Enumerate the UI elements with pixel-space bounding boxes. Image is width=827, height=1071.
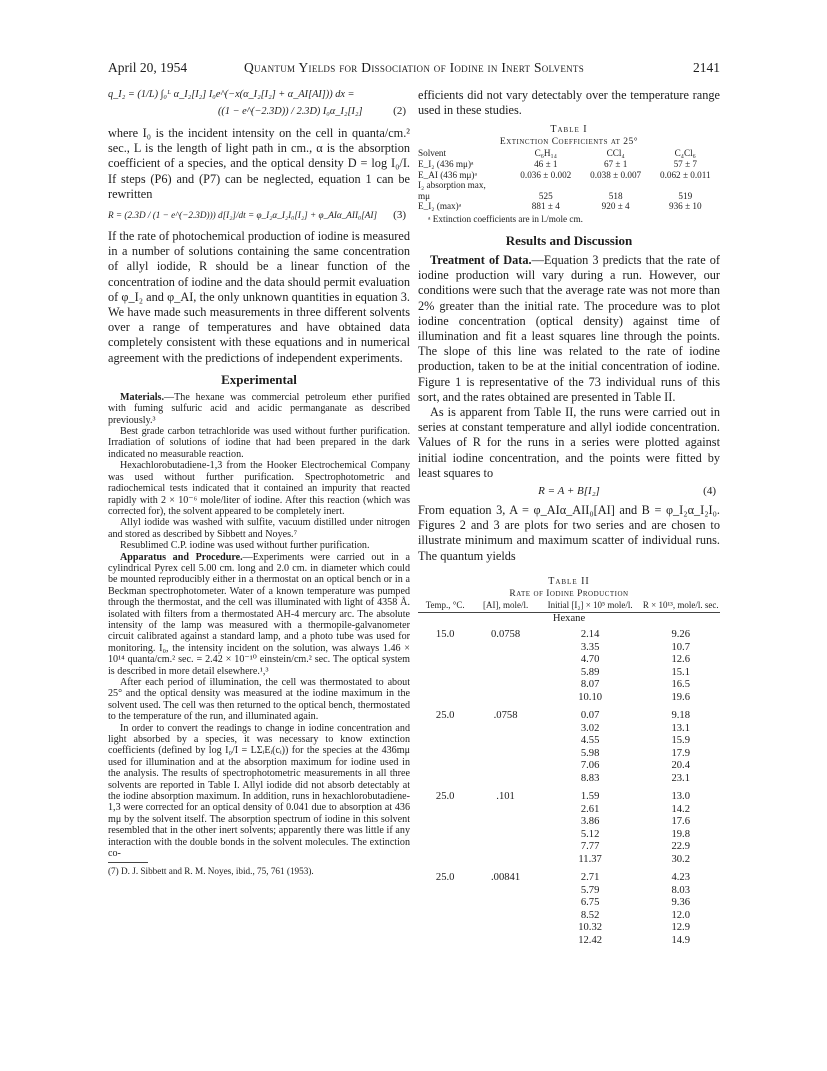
paragraph-intensity: where I₀ is the incident intensity on the cell in quanta/cm.² sec., L is the length of light path in cm., α is the absorption coefficient of a species, and the optical density D = log I₀/I. If steps (P6) and (P7) can be neglected, equation 1 can be rewritten: [108, 126, 410, 201]
table-1-cell: I₂ absorption max,: [418, 180, 486, 191]
table-2-iodine-cell: 3.35: [580, 641, 600, 653]
table-2-ai-cell: [472, 922, 538, 935]
equation-4-text: R = A + B[I₂]: [538, 485, 600, 498]
table-1-cell: E_I₂ (436 mμ)ᵃ: [418, 159, 474, 169]
table-2-temp-cell: 25.0: [435, 710, 455, 722]
equation-4: [418, 484, 720, 500]
table-2-row: [418, 885, 720, 898]
table-2-temp-cell: [418, 922, 472, 935]
table-2-temp-cell: [418, 804, 472, 817]
treatment-text: —Equation 3 predicts that the rate of iodine production will vary during a run. However, our conditions were such that the average rate was not more than 2% greater than the initial rate. The procedure was to plot iodine concentration (optical density) against time of illumination and fit a least squares line through the points. The slope of this line was related to the rate of iodine production, taken to be at the initial concentration of iodine. Figure 1 is representative of the 73 individual runs of this sort, and the rates obtained are presented in Table II.: [418, 252, 720, 404]
table-2-section-row: [418, 613, 720, 630]
table-2-rate-cell: 16.5: [671, 679, 690, 691]
table-2-row: [418, 804, 720, 817]
table-1-header-cell: CCl₄: [606, 148, 625, 159]
table-2-ai-cell: [472, 692, 538, 705]
table-2-temp-cell: [418, 910, 472, 923]
table-2-rate-cell: 17.6: [671, 816, 690, 828]
table-2-rate-cell: 19.6: [671, 691, 690, 703]
table-2-rate-cell: 8.03: [671, 884, 690, 896]
table-2-rate-cell: 12.0: [671, 909, 690, 921]
table-2-temp-cell: [418, 735, 472, 748]
table-2-ai-cell: .101: [496, 791, 515, 803]
table-2-iodine-cell: 5.98: [580, 747, 600, 759]
table-1-cell: [511, 180, 581, 191]
table-2-iodine-cell: 5.89: [580, 666, 600, 678]
table-2-iodine-cell: 5.79: [580, 884, 600, 896]
table-2-ai-cell: 0.0758: [491, 629, 521, 641]
table-2-label: Table II: [548, 575, 590, 587]
table-2-temp-cell: 25.0: [435, 791, 455, 803]
table-1-row: [418, 170, 720, 181]
table-1-grid: [418, 148, 720, 212]
table-2-iodine-cell: 3.02: [580, 722, 600, 734]
table-2-rate-cell: 23.1: [671, 772, 690, 784]
table-2-ai-cell: [472, 760, 538, 773]
paragraph-rate: If the rate of photochemical production of iodine is measured in a number of solutions containing the same concentration of allyl iodide, R should be a linear function of the concentration of iodine and the data should permit evaluation of φ_I₂ and φ_AI, the only unknown quantities in equation 3. We have made such measurements in three different solvents over a range of temperatures and have obtained data completely consistent with these equations and in numerical agreement with the predictions of independent experiments.: [108, 229, 410, 365]
equation-4-number: (4): [703, 485, 716, 498]
treatment-lead: Treatment of Data.: [430, 252, 532, 267]
table-2-iodine-cell: 7.06: [580, 760, 600, 772]
table-2-temp-cell: [418, 816, 472, 829]
table-2-ai-cell: [472, 910, 538, 923]
table-2-ai-cell: [472, 885, 538, 898]
table-2-rate-cell: 14.2: [671, 803, 690, 815]
table-2-grid: [418, 600, 720, 948]
paragraph-materials: [108, 392, 410, 426]
table-2-row: [418, 854, 720, 867]
table-2-iodine-cell: 10.10: [578, 691, 603, 703]
table-2-row: [418, 667, 720, 680]
table-1-label: Table I: [550, 124, 588, 136]
table-1-cell: 936 ± 10: [668, 201, 702, 212]
table-2-rate-cell: 14.9: [671, 934, 690, 946]
footnote-rule: [108, 862, 148, 863]
table-2-iodine-cell: 10.32: [578, 922, 603, 934]
equation-2-number: (2): [393, 105, 406, 117]
equation-3-number: (3): [393, 209, 406, 222]
table-2-temp-cell: 15.0: [435, 629, 455, 641]
table-2-rate-cell: 15.9: [671, 735, 690, 747]
table-1-cell: 518: [608, 190, 623, 201]
table-2-ai-cell: [472, 667, 538, 680]
table-2-iodine-cell: 2.71: [580, 872, 600, 884]
left-column: [108, 88, 410, 877]
header-page-number: 2141: [693, 60, 720, 75]
apparatus-text: —Experiments were carried out in a cylindrical Pyrex cell 5.00 cm. long and 2.0 cm. in diameter which could be mounted reproducibly either in a thermostat on an optical bench or in a Beckman spectrophotometer. Water of a known temperature was pumped through the thermostat, and the cell was illuminated with light of 4358 Å. isolated with filters from a thermostated AH-4 mercury arc. The absolute intensity of the lamp was measured with a thermopile-galvanometer circuit calibrated against a standard lamp, and a photo tube was used for monitoring. I₀, the intensity incident on the solution, was always 1.46 × 10¹⁴ quanta/cm.² sec. = 2.42 × 10⁻¹⁰ einstein/cm.² sec. The optical system is described in more detail elsewhere.¹,³: [108, 551, 410, 677]
table-2-temp-cell: [418, 935, 472, 948]
table-2-temp-cell: [418, 654, 472, 667]
table-2-ai-cell: [472, 723, 538, 736]
table-2-iodine-cell: 8.83: [580, 772, 600, 784]
table-2-temp-cell: [418, 885, 472, 898]
table-1-header-cell: Solvent: [418, 148, 447, 159]
paragraph-quantum-yields: From equation 3, A = φ_AIα_AII₀[AI] and B = φ_I₂α_I₂I₀. Figures 2 and 3 are plots for two series and are chosen to illustrate minimum and maximum scatter of individual runs. The quantum yields: [418, 503, 720, 563]
table-1: [418, 124, 720, 225]
table-2-ai-cell: [472, 748, 538, 761]
table-2-temp-cell: [418, 723, 472, 736]
table-1-cell: E_I₂ (max)ᵃ: [418, 201, 462, 212]
table-2-ai-cell: [472, 642, 538, 655]
table-1-cell: [581, 180, 651, 191]
table-2-rate-cell: 10.7: [671, 641, 690, 653]
equation-2-line-2: ((1 − e^(−2.3D)) / 2.3D) I₀α_I₂[I₂]: [218, 106, 363, 117]
table-1-cell: 57 ± 7: [673, 159, 697, 169]
table-2-iodine-cell: 4.55: [580, 735, 600, 747]
table-2-iodine-cell: 2.14: [580, 629, 600, 641]
table-2-ai-cell: [472, 735, 538, 748]
apparatus-lead: Apparatus and Procedure.: [120, 551, 243, 563]
table-2-row: [418, 642, 720, 655]
paragraph-coefficients: efficients did not vary detectably over the temperature range used in these studies.: [418, 88, 720, 118]
table-2-section-label: Hexane: [552, 612, 586, 624]
table-2-ai-cell: [472, 654, 538, 667]
table-2-rate-cell: 20.4: [671, 760, 690, 772]
table-2-rate-cell: 15.1: [671, 666, 690, 678]
table-1-row: [418, 201, 720, 212]
table-2: [418, 576, 720, 948]
table-2-temp-cell: [418, 841, 472, 854]
table-2-temp-cell: [418, 854, 472, 867]
table-2-header-cell: R × 10¹³, mole/l. sec.: [642, 599, 719, 610]
table-2-header-cell: Temp., °C.: [425, 599, 465, 610]
table-1-cell: 525: [538, 190, 553, 201]
table-2-ai-cell: [472, 854, 538, 867]
results-heading: Results and Discussion: [505, 232, 633, 248]
table-2-rate-cell: 19.8: [671, 828, 690, 840]
table-2-temp-cell: [418, 760, 472, 773]
table-2-iodine-cell: 8.07: [580, 679, 600, 691]
paragraph-allyl-iodide: Allyl iodide was washed with sulfite, vacuum distilled under nitrogen and stored as described by Sibbett and Noyes.⁷: [108, 517, 410, 540]
table-2-temp-cell: [418, 692, 472, 705]
table-2-row: [418, 654, 720, 667]
table-2-temp-cell: [418, 667, 472, 680]
table-2-iodine-cell: 12.42: [578, 934, 603, 946]
materials-lead: Materials.: [120, 391, 165, 403]
table-1-cell: 881 ± 4: [531, 201, 560, 212]
table-2-temp-cell: [418, 773, 472, 786]
table-2-rate-cell: 17.9: [671, 747, 690, 759]
table-2-iodine-cell: 11.37: [578, 853, 602, 865]
table-2-rate-cell: 13.0: [671, 791, 690, 803]
table-2-ai-cell: [472, 679, 538, 692]
table-2-temp-cell: [418, 642, 472, 655]
table-2-row: [418, 897, 720, 910]
table-1-cell: E_AI (436 mμ)ᵃ: [418, 169, 477, 180]
paragraph-series: As is apparent from Table II, the runs were carried out in series at constant temperature and allyl iodide concentration. Values of R for the runs in a series were plotted against initial iodine concentration, and the points were fitted by least squares to: [418, 405, 720, 480]
table-1-title: Extinction Coefficients at 25°: [499, 137, 639, 148]
table-1-cell: 519: [678, 190, 693, 201]
table-2-header-cell: [AI], mole/l.: [482, 599, 529, 610]
table-1-footnote: ᵃ Extinction coefficients are in l./mole cm.: [428, 213, 583, 224]
table-2-row: [418, 629, 720, 642]
paragraph-extinction: In order to convert the readings to change in iodine concentration and light absorbed by a species, it was necessary to know extinction coefficients (defined by log I₀/I = LΣᵢEᵢ(cᵢ)) for the species at the 436mμ used for illumination and at the absorption maximum for iodine used in the analysis. The results of spectrophotometric measurements in all three solvents are reported in Table I. Allyl iodide did not absorb detectably at the iodine absorption maximum. In addition, runs in hexachlorobutadiene-1,3 were corrected for an optical density of 0.041 due to absorption at 436 mμ by the solvent itself. The absorption spectrum of iodine in this solvent resembled that in the other inert solvents; apparently there was little if any interaction with the double bonds in the solvent molecules. The extinction co-: [108, 722, 410, 860]
table-2-title: Rate of Iodine Production: [509, 588, 629, 599]
table-2-header-cell: Initial [I₂] × 10⁵ mole/l.: [547, 599, 633, 610]
table-1-cell: [651, 180, 720, 191]
table-2-row: [418, 735, 720, 748]
table-2-temp-cell: [418, 829, 472, 842]
table-2-ai-cell: [472, 897, 538, 910]
table-2-rate-cell: 9.26: [671, 629, 690, 641]
equation-2-line-1: q_I₂ = (1/L) ∫₀ᴸ α_I₂[I₂] I₀e^(−x(α_I₂[I₂] + α_AI[AI])) dx =: [108, 89, 355, 100]
table-2-rate-cell: 12.6: [671, 654, 690, 666]
table-2-temp-cell: [418, 897, 472, 910]
table-1-cell: 920 ± 4: [601, 201, 630, 212]
header-date: April 20, 1954: [108, 60, 188, 75]
table-1-cell: 46 ± 1: [534, 159, 558, 169]
table-2-iodine-cell: 8.52: [580, 909, 600, 921]
table-2-row: [418, 748, 720, 761]
table-2-iodine-cell: 1.59: [580, 791, 600, 803]
paragraph-thermostat: After each period of illumination, the cell was thermostated to about 25° and the optical density was measured at the iodine maximum in the solvent used. The cell was then returned to the optical bench, thermostated to the temperature of the run, and illuminated again.: [108, 677, 410, 723]
table-2-row: [418, 723, 720, 736]
right-column: [418, 88, 720, 947]
table-2-rate-cell: 12.9: [671, 922, 690, 934]
table-2-iodine-cell: 7.77: [580, 841, 600, 853]
table-2-iodine-cell: 4.70: [580, 654, 600, 666]
experimental-heading: Experimental: [221, 371, 297, 387]
paragraph-hexachlorobutadiene: Hexachlorobutadiene-1,3 from the Hooker Electrochemical Company was used without further purification. Spectrophotometric and radiochemical tests indicated that it contained an impurity that reacted rapidly with 2 × 10⁻⁶ mole/liter of iodine. After this reaction (which was corrected for), the solvent appeared to be completely inert.: [108, 460, 410, 517]
table-2-row: [418, 791, 720, 804]
table-2-row: [418, 829, 720, 842]
table-2-rate-cell: 9.18: [671, 710, 690, 722]
table-1-cell: 0.062 ± 0.011: [659, 169, 711, 180]
table-1-cell: 0.038 ± 0.007: [590, 169, 642, 180]
page-header: [108, 60, 720, 80]
equation-3-text: R = (2.3D / (1 − e^(−2.3D))) d[I₂]/dt = φ_I₂α_I₂I₀[I₂] + φ_AIα_AII₀[AI]: [108, 210, 378, 221]
table-2-ai-cell: [472, 841, 538, 854]
table-2-rate-cell: 13.1: [671, 722, 690, 734]
footnote-7: (7) D. J. Sibbett and R. M. Noyes, ibid., 75, 761 (1953).: [108, 865, 314, 876]
header-running-title: Quantum Yields for Dissociation of Iodine in Inert Solvents: [243, 60, 585, 75]
table-1-header-cell: C₆H₁₄: [534, 148, 557, 159]
paragraph-apparatus: [108, 552, 410, 677]
paragraph-treatment: [418, 253, 720, 405]
table-2-ai-cell: [472, 935, 538, 948]
table-2-rate-cell: 30.2: [671, 853, 690, 865]
table-2-iodine-cell: 6.75: [580, 897, 600, 909]
table-2-ai-cell: .00841: [491, 872, 521, 884]
table-1-header-row: [418, 148, 720, 159]
table-2-iodine-cell: 2.61: [580, 803, 600, 815]
table-2-row: [418, 841, 720, 854]
table-2-temp-cell: [418, 679, 472, 692]
table-2-row: [418, 910, 720, 923]
table-2-row: [418, 710, 720, 723]
table-1-cell: mμ: [418, 190, 431, 201]
table-2-row: [418, 692, 720, 705]
table-2-ai-cell: [472, 829, 538, 842]
paragraph-ccl4: Best grade carbon tetrachloride was used without further purification. Irradiation of solutions of iodine that had been prepared in the dark indicated no measurable reaction.: [108, 426, 410, 460]
table-1-row: [418, 191, 720, 202]
table-1-cell: 0.036 ± 0.002: [520, 169, 572, 180]
table-2-rate-cell: 9.36: [671, 897, 690, 909]
table-2-iodine-cell: 5.12: [580, 828, 600, 840]
table-1-header-cell: C₄Cl₆: [674, 148, 696, 159]
table-2-temp-cell: [418, 748, 472, 761]
table-2-iodine-cell: 3.86: [580, 816, 600, 828]
table-2-row: [418, 760, 720, 773]
table-1-row: [418, 180, 720, 191]
table-2-row: [418, 935, 720, 948]
table-2-row: [418, 773, 720, 786]
equation-2: [108, 88, 410, 120]
table-2-iodine-cell: 0.07: [580, 710, 600, 722]
table-2-row: [418, 679, 720, 692]
table-2-row: [418, 816, 720, 829]
table-2-rate-cell: 4.23: [671, 872, 690, 884]
equation-3: [108, 208, 410, 224]
table-1-row: [418, 159, 720, 170]
table-2-ai-cell: [472, 816, 538, 829]
table-2-temp-cell: 25.0: [435, 872, 455, 884]
materials-text: —The hexane was commercial petroleum ether purified with fuming sulfuric acid and acidic permanganate as described previously.³: [108, 391, 410, 426]
table-2-rate-cell: 22.9: [671, 841, 690, 853]
table-1-cell: 67 ± 1: [603, 159, 628, 169]
table-2-row: [418, 922, 720, 935]
table-2-ai-cell: [472, 773, 538, 786]
table-2-ai-cell: [472, 804, 538, 817]
table-2-row: [418, 872, 720, 885]
table-2-ai-cell: .0758: [493, 710, 518, 722]
paragraph-iodine: Resublimed C.P. iodine was used without further purification.: [120, 540, 370, 552]
